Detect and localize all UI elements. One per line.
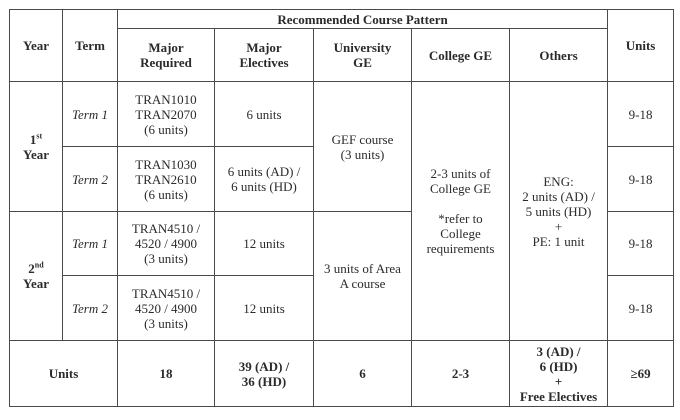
recommended-pattern-header: Recommended Course Pattern [118,10,608,29]
year-word: Year [23,146,49,162]
totals-row [10,341,674,407]
major-electives-cell: 12 units [215,212,314,276]
course-pattern-table [9,9,674,407]
major-electives-cell: 6 units (AD) / 6 units (HD) [215,147,314,212]
units-cell: 9-18 [608,212,674,276]
year-number: 2 [28,261,35,276]
major-required-cell: TRAN1030 TRAN2610 (6 units) [118,147,215,212]
college-ge-header: College GE [412,29,510,82]
total-major-electives: 39 (AD) / 36 (HD) [215,341,314,407]
year-ordinal-suffix: nd [34,260,44,270]
term-cell: Term 1 [63,82,118,147]
university-ge-year1-cell: GEF course (3 units) [314,82,412,212]
total-college-ge: 2-3 [412,341,510,407]
university-ge-year2-cell: 3 units of Area A course [314,212,412,341]
major-required-cell: TRAN4510 / 4520 / 4900 (3 units) [118,276,215,341]
year-2-label [10,212,63,341]
term-cell: Term 2 [63,276,118,341]
major-electives-cell: 12 units [215,276,314,341]
total-units: ≥69 [608,341,674,407]
totals-label: Units [10,341,118,407]
major-required-header: Major Required [118,29,215,82]
year-number: 1 [29,131,37,147]
total-university-ge: 6 [314,341,412,407]
others-cell: ENG: 2 units (AD) / 5 units (HD) + PE: 1 unit [510,82,608,341]
units-column-header: Units [608,10,674,82]
total-major-required: 18 [118,341,215,407]
major-required-cell: TRAN1010 TRAN2070 (6 units) [118,82,215,147]
header-row-group [10,10,674,29]
year-column-header: Year [10,10,63,82]
table-row [10,82,674,147]
college-ge-cell: 2-3 units of College GE *refer to College requirements [412,82,510,341]
year-word: Year [23,276,49,291]
course-pattern-container [9,9,674,407]
total-others: 3 (AD) / 6 (HD) + Free Electives [510,341,608,407]
units-cell: 9-18 [608,276,674,341]
term-column-header: Term [63,10,118,82]
major-required-cell: TRAN4510 / 4520 / 4900 (3 units) [118,212,215,276]
year-1-label [10,82,63,212]
term-cell: Term 2 [63,147,118,212]
major-electives-header: Major Electives [215,29,314,82]
units-cell: 9-18 [608,147,674,212]
major-electives-cell: 6 units [215,82,314,147]
units-cell: 9-18 [608,82,674,147]
others-header: Others [510,29,608,82]
term-cell: Term 1 [63,212,118,276]
year-ordinal-suffix: st [36,131,43,141]
university-ge-header: University GE [314,29,412,82]
